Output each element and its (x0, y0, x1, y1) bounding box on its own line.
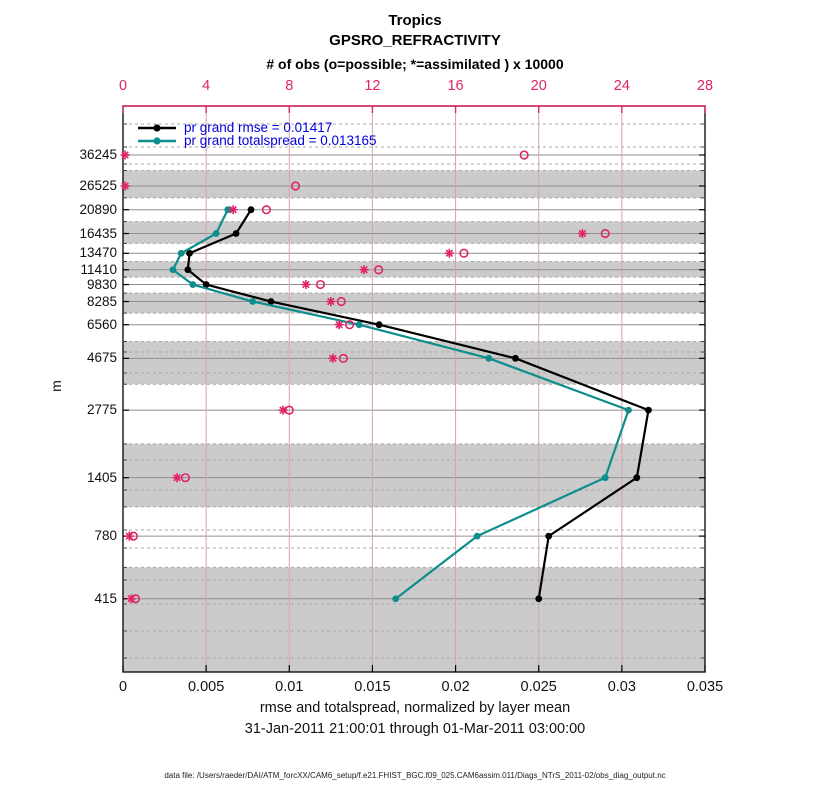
x-axis-tick-label: 0.03 (607, 679, 636, 695)
legend-sample-marker (153, 137, 160, 144)
y-axis-tick-label: 4675 (86, 350, 117, 366)
y-axis-tick-label: 6560 (86, 316, 117, 332)
top-axis-tick-label: 12 (364, 78, 381, 94)
totalspread-point (602, 474, 609, 481)
chart-title: Tropics (388, 12, 442, 29)
totalspread-point (213, 230, 220, 237)
data-file-path: data file: /Users/raeder/DAI/ATM_forcXX/CAM6_setup/f.e21.FHIST_BGC.f09_025.CAM6assim.011/Diags_NTrS_2011-02/obs_diag_output.nc (164, 771, 666, 780)
y-axis-tick-label: 8285 (86, 293, 117, 309)
y-axis-tick-label: 36245 (79, 147, 117, 162)
rmse-point (233, 230, 240, 237)
totalspread-point (189, 281, 196, 288)
altitude-band (123, 170, 705, 197)
x-axis-tick-label: 0.035 (686, 679, 724, 695)
totalspread-point (356, 321, 363, 328)
rmse-point (184, 266, 191, 273)
altitude-band (123, 342, 705, 385)
y-axis-tick-label: 13470 (79, 245, 117, 261)
y-axis-tick-label: 415 (94, 590, 117, 606)
x-axis-tick-label: 0.01 (275, 679, 304, 695)
x-axis-tick-label: 0.025 (520, 679, 557, 695)
x-axis-tick-label: 0.015 (354, 679, 391, 695)
top-axis-tick-label: 0 (118, 78, 128, 94)
totalspread-point (392, 595, 399, 602)
x-axis-tick-label: 0.005 (187, 679, 225, 695)
y-axis-tick-label: 26525 (79, 177, 117, 193)
legend-entry-rmse: pr grand rmse = 0.01417 (184, 120, 333, 135)
rmse-point (633, 474, 640, 481)
y-axis-tick-label: 20890 (79, 201, 117, 217)
totalspread-point (249, 298, 256, 305)
altitude-band (123, 444, 705, 507)
top-axis-tick-label: 8 (285, 78, 294, 94)
top-axis-tick-label: 24 (613, 78, 630, 94)
y-axis-tick-label: 11410 (80, 261, 117, 277)
altitude-band (123, 293, 705, 313)
totalspread-point (625, 407, 632, 414)
top-axis-tick-label: 28 (696, 78, 714, 94)
top-axis-tick-label: 20 (530, 78, 547, 94)
x-axis-tick-label: 0 (118, 679, 128, 695)
y-axis-tick-label: 780 (94, 528, 117, 544)
chart-subtitle: GPSRO_REFRACTIVITY (329, 32, 501, 49)
rmse-point (512, 355, 519, 362)
rmse-point (535, 595, 542, 602)
rmse-point (645, 407, 652, 414)
rmse-point (376, 321, 383, 328)
y-axis-tick-label: 16435 (79, 225, 117, 241)
y-axis-label: m (47, 380, 64, 392)
legend-entry-totalspread: pr grand totalspread = 0.013165 (184, 133, 377, 148)
y-axis-tick-label: 2775 (86, 402, 117, 418)
y-axis-tick-label: 1405 (86, 469, 117, 485)
totalspread-point (178, 250, 185, 257)
rmse-point (248, 206, 255, 213)
top-axis-tick-label: 16 (447, 78, 464, 94)
totalspread-point (474, 533, 481, 540)
altitude-band (123, 222, 705, 244)
x-axis-tick-label: 0.02 (441, 679, 470, 695)
rmse-point (545, 533, 552, 540)
totalspread-point (169, 266, 176, 273)
totalspread-point (485, 355, 492, 362)
x-axis-label: rmse and totalspread, normalized by layer mean (259, 700, 571, 716)
legend-sample-marker (153, 124, 160, 131)
top-axis-tick-label: 4 (202, 78, 211, 94)
y-axis-tick-label: 9830 (86, 276, 117, 292)
date-range-label: 31-Jan-2011 21:00:01 through 01-Mar-2011 03:00:00 (244, 721, 586, 737)
altitude-band (123, 567, 705, 672)
top-axis-label: # of obs (o=possible; *=assimilated ) x 10000 (266, 56, 564, 72)
